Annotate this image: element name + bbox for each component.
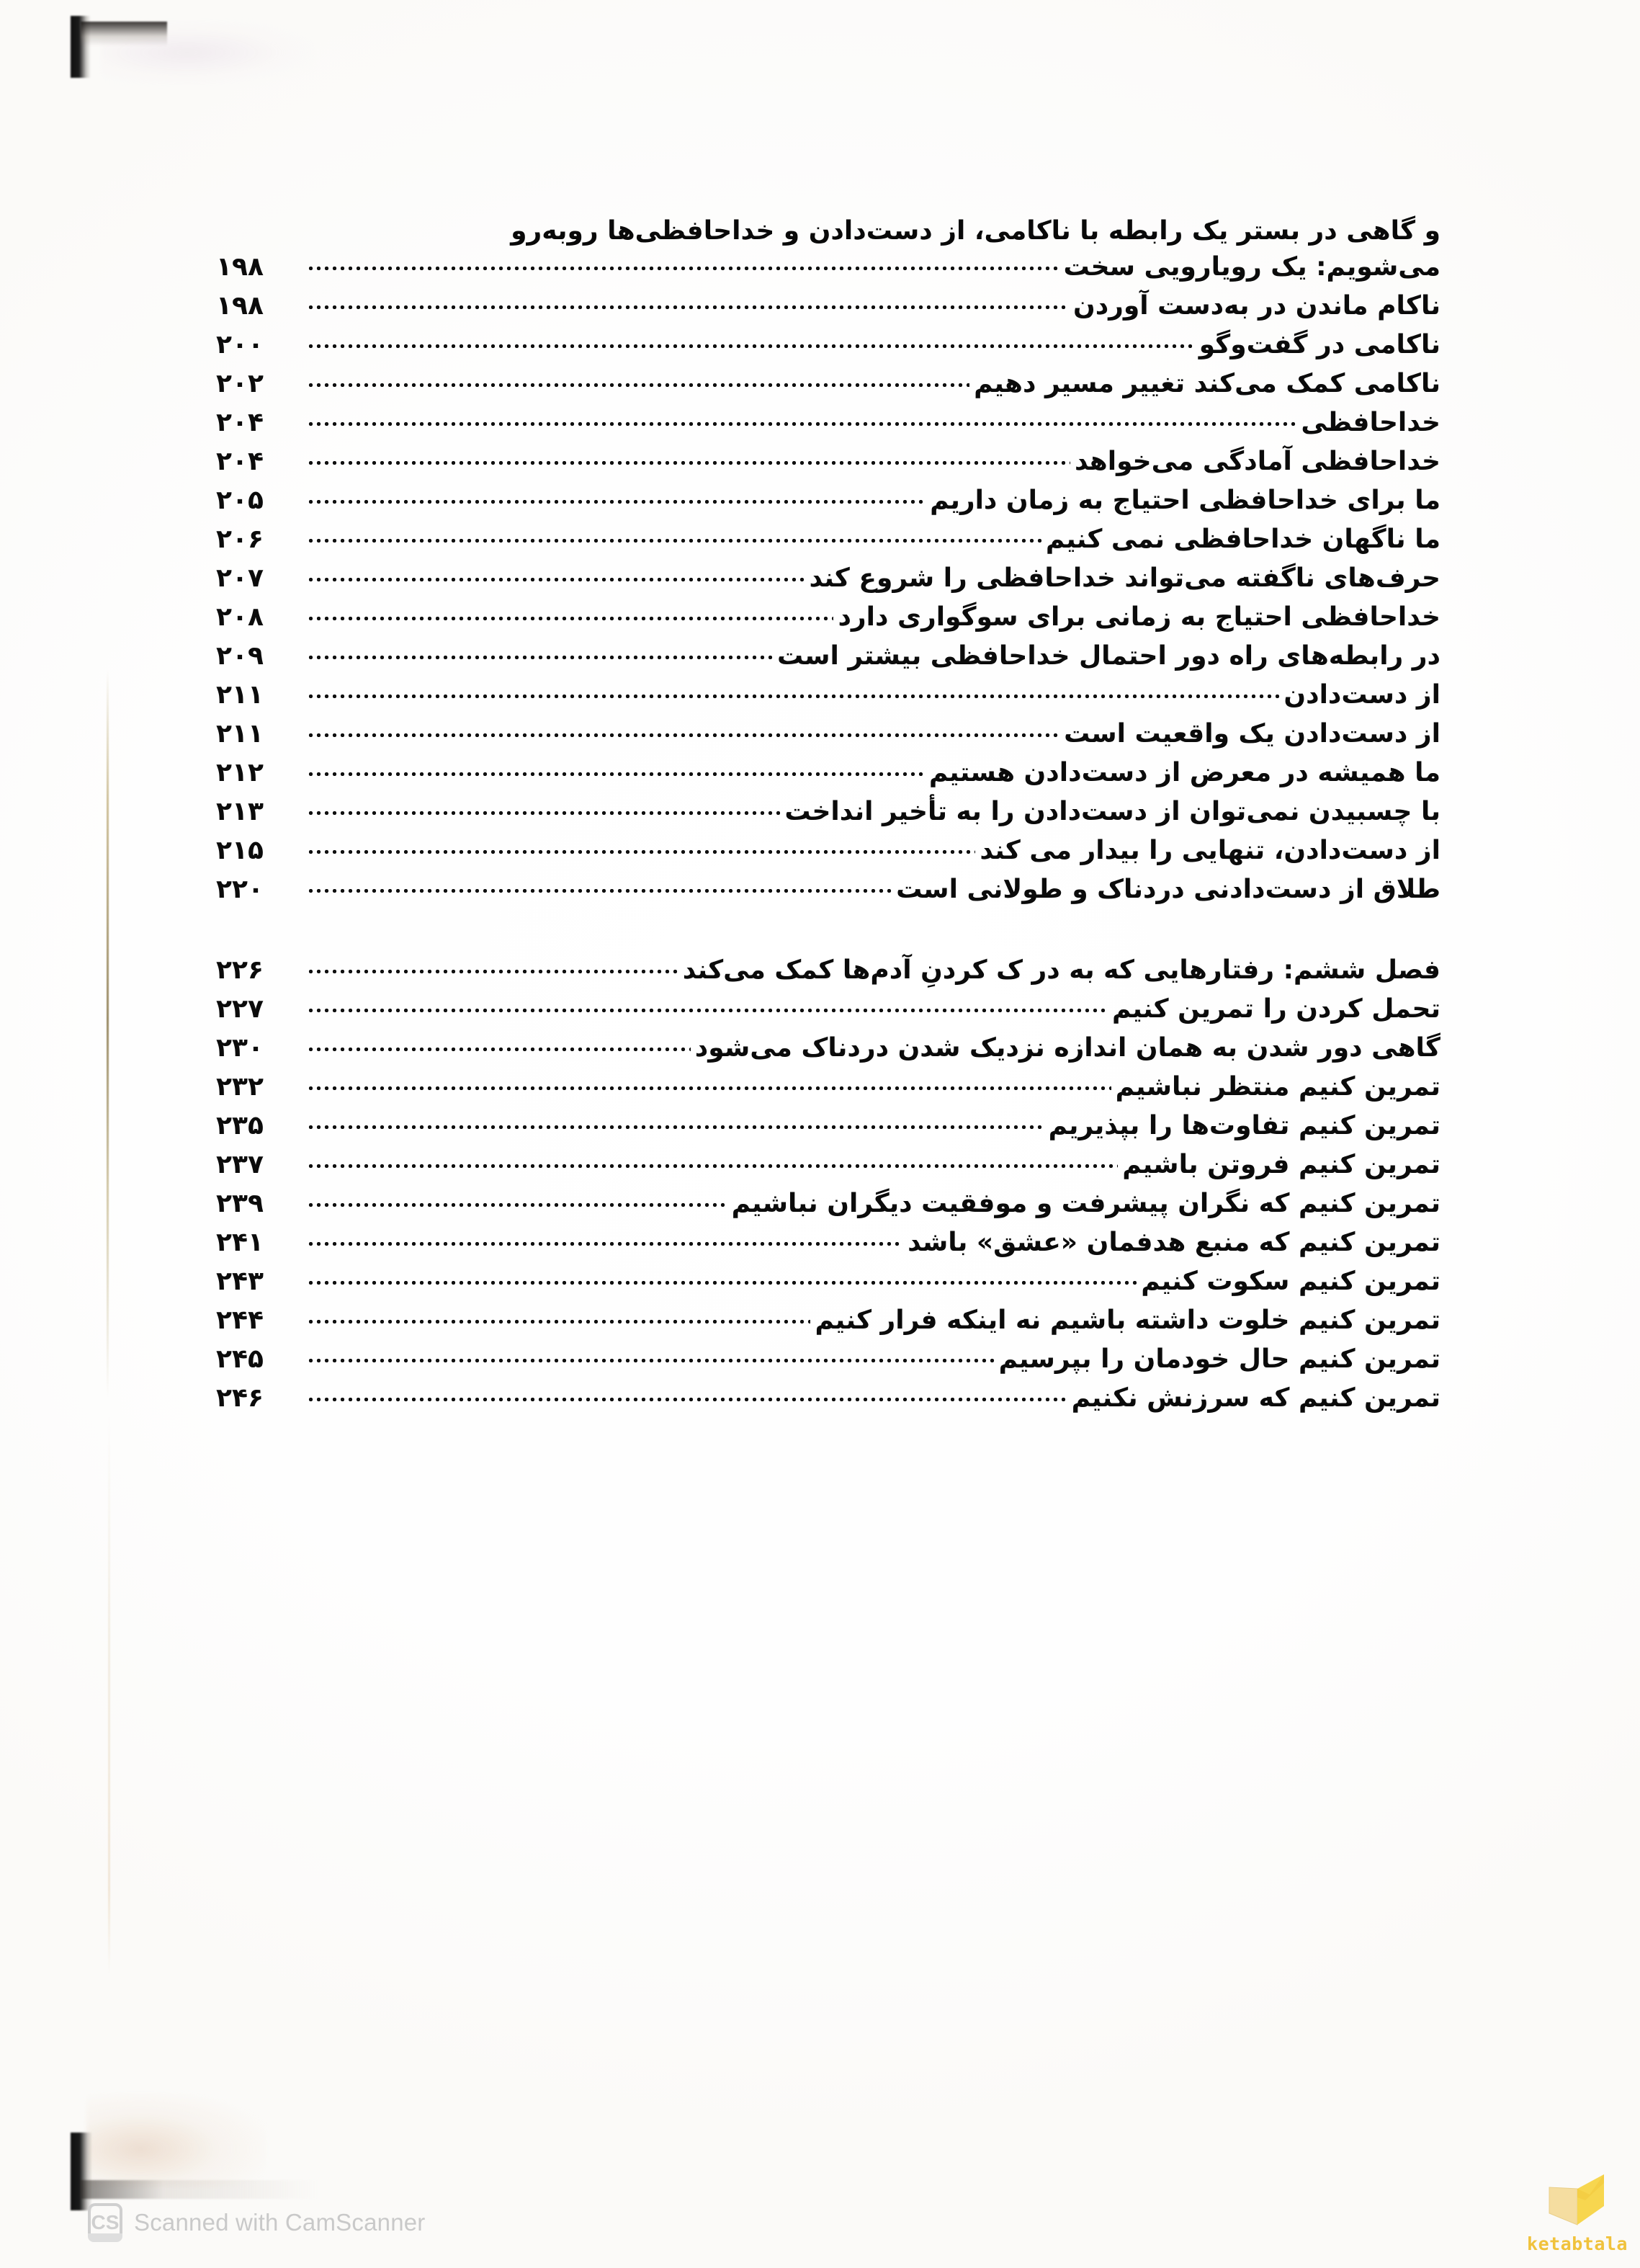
toc-entry-page-number: ۱۹۸	[216, 252, 264, 282]
toc-entry-row[interactable]	[216, 872, 1440, 911]
toc-leader-dots	[307, 755, 925, 781]
toc-entry-page-number: ۲۰۴	[216, 447, 264, 477]
toc-leader-dots	[307, 249, 1059, 275]
toc-entry-row[interactable]	[216, 1186, 1440, 1225]
ketabtala-wordmark: ketabtala	[1527, 2233, 1628, 2254]
toc-leader-dots	[307, 677, 1279, 703]
toc-leader-dots	[307, 872, 892, 898]
ketabtala-logo	[1527, 2169, 1628, 2254]
toc-leader-dots	[307, 1225, 903, 1251]
toc-entry-page-number: ۲۲۷	[216, 994, 264, 1024]
toc-leader-dots	[307, 288, 1069, 314]
toc-entry-title: ما ناگهان خداحافظی نمی کنیم	[1045, 524, 1440, 555]
toc-entry-row[interactable]	[216, 561, 1440, 599]
toc-entry-row[interactable]	[216, 405, 1440, 444]
toc-entry-row[interactable]	[216, 1030, 1440, 1069]
toc-entry-row[interactable]	[216, 638, 1440, 677]
toc-entry-title: تمرین کنیم که منبع هدفمان «عشق» باشد	[908, 1228, 1440, 1258]
toc-entry-title: گاهی دور شدن به همان اندازه نزدیک شدن دردناک می‌شود	[694, 1033, 1440, 1063]
toc-entry-page-number: ۲۰۷	[216, 563, 264, 594]
toc-entry-row[interactable]	[216, 833, 1440, 872]
toc-entry-title: می‌شویم: یک رویارویی سخت	[1063, 252, 1440, 282]
toc-entry-row[interactable]	[216, 249, 1440, 288]
toc-entry-row[interactable]	[216, 522, 1440, 561]
toc-leader-dots	[307, 1380, 1067, 1406]
toc-leader-dots	[307, 1030, 691, 1056]
toc-entry-page-number: ۲۳۷	[216, 1150, 264, 1180]
toc-entry-row[interactable]	[216, 677, 1440, 716]
toc-entry-title: ناکامی کمک می‌کند تغییر مسیر دهیم	[974, 369, 1440, 399]
toc-entry-page-number: ۲۳۰	[216, 1033, 264, 1063]
toc-entry-page-number: ۱۹۸	[216, 291, 264, 321]
table-of-contents	[216, 216, 1440, 1419]
toc-entry-title: از دست‌دادن، تنهایی را بیدار می کند	[980, 836, 1440, 866]
scan-streak-upper	[107, 670, 109, 1398]
toc-entry-row[interactable]	[216, 1303, 1440, 1341]
toc-entry-title: ناکام ماندن در به‌دست آوردن	[1072, 291, 1440, 321]
toc-entry-page-number: ۲۳۵	[216, 1111, 264, 1141]
toc-entry-page-number: ۲۰۵	[216, 486, 264, 516]
toc-entry-title: حرف‌های ناگفته می‌تواند خداحافظی را شروع کند	[809, 563, 1440, 594]
toc-entry-row[interactable]	[216, 483, 1440, 522]
scan-edge-smudge-bottom-bar	[81, 2180, 318, 2199]
toc-leader-dots	[307, 1186, 727, 1212]
toc-entry-title: تمرین کنیم منتظر نباشیم	[1115, 1072, 1440, 1102]
toc-leader-dots	[307, 483, 926, 509]
toc-entry-row[interactable]	[216, 991, 1440, 1030]
toc-leader-dots	[307, 561, 805, 586]
toc-entry-title: تمرین کنیم حال خودمان را بپرسیم	[998, 1344, 1440, 1375]
toc-entry-page-number: ۲۰۹	[216, 641, 264, 671]
toc-leader-dots	[307, 366, 969, 392]
toc-entry-page-number: ۲۲۶	[216, 955, 264, 986]
toc-entry-title: فصل ششم: رفتارهایی که به در ک کردنِ آدم‌ها کمک می‌کند	[682, 955, 1440, 986]
toc-entry-row[interactable]	[216, 599, 1440, 638]
toc-entry-row[interactable]	[216, 716, 1440, 755]
toc-leader-dots	[307, 1147, 1118, 1173]
toc-leader-dots	[307, 1069, 1111, 1095]
toc-entry-title: تمرین کنیم خلوت داشته باشیم نه اینکه فرار کنیم	[815, 1305, 1440, 1336]
toc-entry-page-number: ۲۲۰	[216, 875, 264, 905]
toc-entry-title: تمرین کنیم که سرزنش نکنیم	[1071, 1383, 1440, 1414]
toc-section-gap	[216, 911, 1440, 952]
camscanner-badge-icon: CS	[88, 2203, 122, 2242]
toc-leader-dots	[307, 952, 678, 978]
toc-leader-dots	[307, 444, 1070, 470]
toc-entry-page-number: ۲۱۱	[216, 680, 264, 710]
toc-entry-list-part-two	[216, 952, 1440, 1419]
toc-entry-row[interactable]	[216, 755, 1440, 794]
toc-entry-page-number: ۲۴۱	[216, 1228, 264, 1258]
open-book-icon	[1535, 2169, 1620, 2231]
toc-entry-page-number: ۲۳۹	[216, 1189, 264, 1219]
toc-leader-dots	[307, 1303, 810, 1329]
toc-leader-dots	[307, 327, 1195, 353]
toc-entry-page-number: ۲۳۲	[216, 1072, 264, 1102]
scan-edge-smudge-top-bar	[81, 22, 167, 46]
toc-entry-page-number: ۲۰۶	[216, 524, 264, 555]
toc-entry-title: با چسبیدن نمی‌توان از دست‌دادن را به تأخیر انداخت	[784, 797, 1440, 827]
camscanner-watermark	[88, 2203, 425, 2242]
toc-entry-row[interactable]	[216, 366, 1440, 405]
toc-leader-dots	[307, 638, 773, 664]
toc-entry-row[interactable]	[216, 327, 1440, 366]
toc-entry-row[interactable]	[216, 1341, 1440, 1380]
toc-entry-title: خداحافظی احتیاج به زمانی برای سوگواری دارد	[838, 602, 1440, 633]
toc-leader-dots	[307, 991, 1108, 1017]
toc-entry-row[interactable]	[216, 1147, 1440, 1186]
toc-entry-title: تحمل کردن را تمرین کنیم	[1112, 994, 1440, 1024]
camscanner-label: Scanned with CamScanner	[134, 2209, 426, 2236]
toc-leader-dots	[307, 599, 833, 625]
toc-entry-title: ناکامی در گفت‌وگو	[1198, 330, 1440, 360]
toc-leader-dots	[307, 522, 1041, 548]
toc-entry-title: تمرین کنیم تفاوت‌ها را بپذیریم	[1048, 1111, 1440, 1141]
toc-leader-dots	[307, 405, 1296, 431]
toc-entry-row[interactable]	[216, 288, 1440, 327]
toc-entry-row[interactable]	[216, 952, 1440, 991]
toc-leader-dots	[307, 833, 975, 859]
toc-entry-row[interactable]	[216, 1069, 1440, 1108]
toc-entry-row[interactable]	[216, 1225, 1440, 1264]
toc-entry-page-number: ۲۴۴	[216, 1305, 264, 1336]
toc-entry-row[interactable]	[216, 1380, 1440, 1419]
toc-entry-title: طلاق از دست‌دادنی دردناک و طولانی است	[896, 875, 1440, 905]
toc-entry-row[interactable]	[216, 444, 1440, 483]
toc-entry-title: خداحافظی آمادگی می‌خواهد	[1075, 447, 1440, 477]
toc-entry-title: خداحافظی	[1301, 408, 1440, 438]
toc-entry-row[interactable]	[216, 794, 1440, 833]
scan-streak-lower	[108, 1412, 110, 1974]
toc-leader-dots	[307, 1341, 995, 1367]
toc-entry-title: از دست‌دادن یک واقعیت است	[1064, 719, 1440, 749]
toc-entry-page-number: ۲۴۵	[216, 1344, 264, 1375]
toc-leader-dots	[307, 1108, 1044, 1134]
toc-entry-page-number: ۲۱۲	[216, 758, 264, 788]
toc-entry-page-number: ۲۱۳	[216, 797, 264, 827]
toc-entry-page-number: ۲۱۱	[216, 719, 264, 749]
toc-entry-row[interactable]	[216, 1108, 1440, 1147]
toc-entry-title: تمرین کنیم سکوت کنیم	[1141, 1267, 1440, 1297]
toc-leader-dots	[307, 716, 1059, 742]
toc-entry-title: در رابطه‌های راه دور احتمال خداحافظی بیشتر است	[776, 641, 1440, 671]
toc-entry-title: ما همیشه در معرض از دست‌دادن هستیم	[928, 758, 1440, 788]
toc-entry-page-number: ۲۰۴	[216, 408, 264, 438]
toc-leader-dots	[307, 1264, 1137, 1290]
toc-entry-title: تمرین کنیم که نگران پیشرفت و موفقیت دیگران نباشیم	[731, 1189, 1440, 1219]
toc-entry-title: تمرین کنیم فروتن باشیم	[1122, 1150, 1440, 1180]
toc-entry-page-number: ۲۰۲	[216, 369, 264, 399]
toc-entry-page-number: ۲۱۵	[216, 836, 264, 866]
scan-artifact-bottom	[86, 2093, 266, 2187]
toc-entry-list-part-one	[216, 249, 1440, 911]
toc-entry-title: ما برای خداحافظی احتیاج به زمان داریم	[930, 486, 1440, 516]
toc-entry-page-number: ۲۰۸	[216, 602, 264, 633]
toc-entry-page-number: ۲۴۶	[216, 1383, 264, 1414]
toc-leader-dots	[307, 794, 780, 820]
toc-entry-page-number: ۲۴۳	[216, 1267, 264, 1297]
toc-entry-row[interactable]	[216, 1264, 1440, 1303]
toc-entry-title: از دست‌دادن	[1283, 680, 1440, 710]
intro-paragraph-line: و گاهی در بستر یک رابطه با ناکامی، از دست‌دادن و خداحافظی‌ها روبه‌رو	[511, 216, 1440, 246]
toc-entry-page-number: ۲۰۰	[216, 330, 264, 360]
